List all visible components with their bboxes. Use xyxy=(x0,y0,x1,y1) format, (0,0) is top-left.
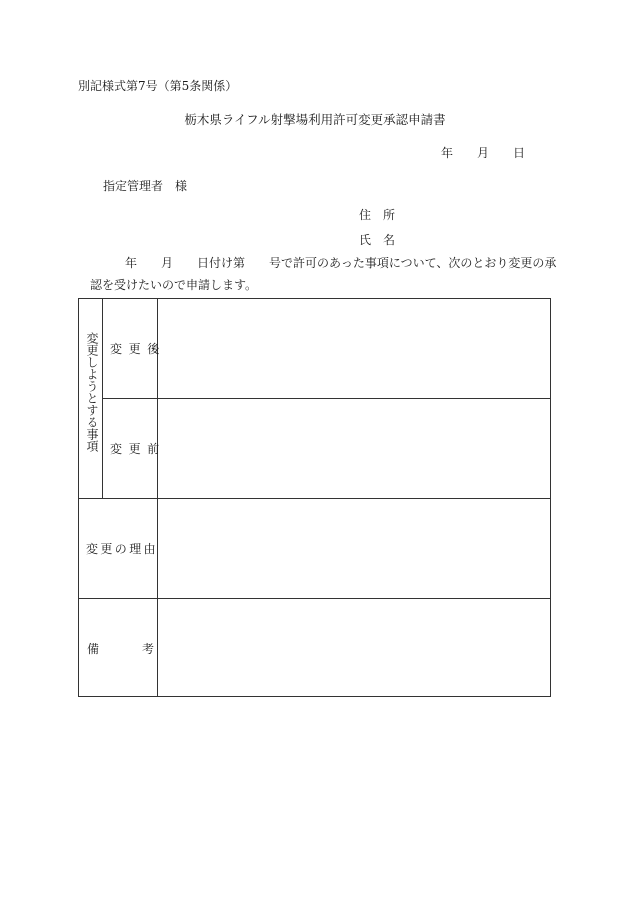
remarks-label-right: 考 xyxy=(142,642,155,656)
applicant-address-label: 住 所 xyxy=(359,208,396,222)
before-change-field[interactable] xyxy=(158,399,551,498)
date-day-label: 日 xyxy=(513,146,526,160)
remarks-label-left: 備 xyxy=(87,642,100,656)
body-text-line-2: 認を受けたいので申請します。 xyxy=(90,278,258,292)
after-change-label: 変更後 xyxy=(110,342,166,356)
column-divider xyxy=(102,299,103,498)
applicant-name-label: 氏 名 xyxy=(359,233,396,247)
after-change-field[interactable] xyxy=(158,299,551,398)
remarks-field[interactable] xyxy=(158,599,551,696)
addressee: 指定管理者 様 xyxy=(103,179,188,193)
date-year-label: 年 xyxy=(441,146,454,160)
body-text-line-1: 年 月 日付け第 号で許可のあった事項について、次のとおり変更の承 xyxy=(125,256,557,270)
before-change-label: 変更前 xyxy=(110,442,166,456)
document-title: 栃木県ライフル射撃場利用許可変更承認申請書 xyxy=(184,112,446,127)
change-items-group-label: 変更しようとする事項 xyxy=(85,332,99,452)
form-number-label: 別記様式第7号（第5条関係） xyxy=(78,79,238,93)
application-form-table xyxy=(78,298,551,697)
date-line xyxy=(441,147,525,159)
reason-label: 変更の理由 xyxy=(86,542,159,556)
date-month-label: 月 xyxy=(477,146,490,160)
reason-field[interactable] xyxy=(158,499,551,598)
